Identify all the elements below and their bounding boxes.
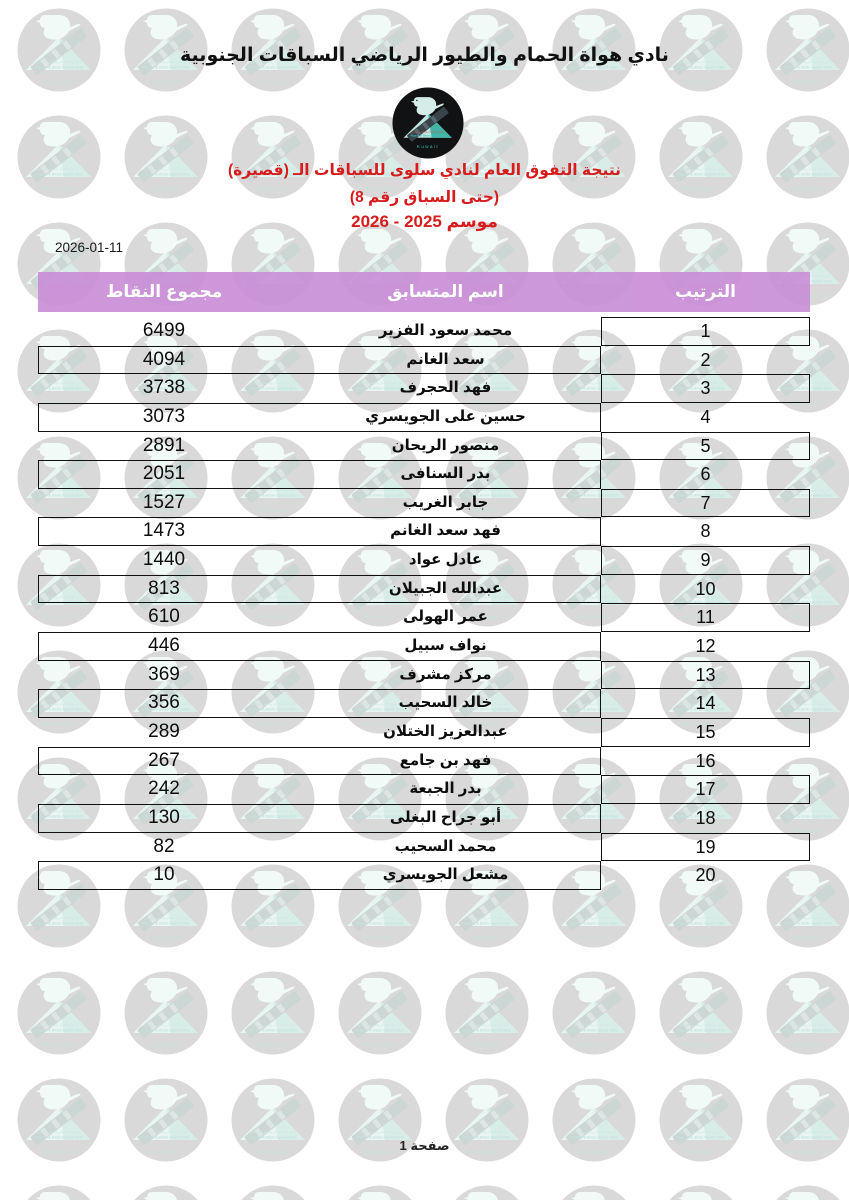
logo-club-name-ar: نادي هواة الحمام والطيور الرياضي — [411, 130, 445, 134]
rank-cell: 17 — [695, 779, 716, 800]
table-row — [38, 632, 810, 661]
name-cell: حسين على الجويسري — [365, 407, 526, 425]
table-row — [38, 489, 810, 518]
rank-cell: 6 — [700, 464, 711, 485]
result-title: نتيجة التفوق العام لنادي سلوى للسباقات الـ (قصيرة) — [228, 162, 621, 179]
table-row — [38, 804, 810, 833]
result-subtitle: (حتى السباق رقم 8) — [349, 189, 500, 206]
name-cell: فهد الحجرف — [399, 379, 492, 397]
table-row — [38, 833, 810, 862]
points-cell: 2891 — [142, 434, 186, 456]
table-row — [38, 432, 810, 461]
points-cell: 267 — [148, 749, 180, 771]
column-header-points: مجموع النقاط — [105, 282, 223, 301]
rank-cell: 3 — [700, 378, 711, 399]
rank-cell: 8 — [700, 521, 711, 542]
table-row — [38, 747, 810, 776]
name-cell: بدر السنافى — [400, 465, 491, 483]
rank-cell: 16 — [695, 750, 716, 771]
rank-cell: 19 — [695, 836, 716, 857]
points-cell: 242 — [148, 778, 180, 800]
pigeon-eye — [416, 100, 417, 101]
season-label: موسم 2025 - 2026 — [351, 212, 498, 231]
points-cell: 1473 — [142, 520, 186, 542]
rank-cell: 12 — [695, 636, 716, 657]
table-row — [38, 460, 810, 489]
rank-cell: 5 — [700, 435, 711, 456]
points-cell: 4094 — [142, 348, 186, 370]
table-row — [38, 575, 810, 604]
name-cell: فهد سعد الغانم — [390, 522, 501, 540]
rank-cell: 13 — [695, 664, 716, 685]
table-row — [38, 346, 810, 375]
page-number: صفحة 1 — [399, 1138, 450, 1153]
points-cell: 1440 — [142, 549, 186, 571]
table-row — [38, 603, 810, 632]
table-row — [38, 689, 810, 718]
points-cell: 130 — [148, 806, 180, 828]
name-cell: محمد سعود الفزير — [378, 322, 513, 339]
column-header-rank: الترتيب — [674, 282, 737, 301]
logo-club-name-en: Pigeon & Birds Sports Club — [410, 134, 446, 138]
logo-country-label: Kuwait — [416, 144, 440, 150]
name-cell: عبدالله الجبيلان — [388, 579, 503, 597]
name-cell: جابر الغريب — [402, 493, 489, 511]
report-date: 2026-01-11 — [55, 240, 124, 255]
points-cell: 3073 — [142, 405, 186, 427]
table-row — [38, 517, 810, 546]
name-cell: بدر الجبعة — [409, 780, 482, 798]
name-cell: عمر الهولى — [403, 608, 488, 626]
points-cell: 3738 — [142, 377, 186, 399]
points-cell: 610 — [148, 606, 180, 628]
points-cell: 356 — [148, 692, 180, 714]
name-cell: مركز مشرف — [399, 665, 492, 683]
points-cell: 289 — [148, 720, 180, 742]
table-row — [38, 861, 810, 890]
points-cell: 813 — [148, 577, 180, 599]
column-header-name: اسم المتسابق — [387, 282, 504, 301]
rank-cell: 11 — [696, 607, 715, 628]
name-cell: منصور الريحان — [391, 436, 500, 454]
results-table — [38, 272, 810, 890]
rank-cell: 9 — [700, 550, 711, 571]
page-title: نادي هواة الحمام والطيور الرياضي السباقات الجنوبية — [180, 45, 669, 66]
name-cell: محمد السحيب — [394, 837, 497, 855]
name-cell: سعد الغانم — [406, 350, 485, 368]
rank-cell: 15 — [695, 721, 716, 742]
table-row — [38, 661, 810, 690]
rank-cell: 4 — [700, 406, 711, 427]
points-cell: 82 — [153, 835, 175, 857]
points-cell: 1527 — [142, 491, 186, 513]
table-row — [38, 775, 810, 804]
name-cell: عبدالعزيز الختلان — [383, 722, 508, 740]
table-row — [38, 546, 810, 575]
rank-cell: 2 — [700, 349, 711, 370]
name-cell: مشعل الجويسري — [382, 866, 509, 884]
points-cell: 10 — [153, 864, 175, 886]
name-cell: عادل عواد — [408, 551, 483, 569]
table-row — [38, 374, 810, 403]
table-row — [38, 403, 810, 432]
rank-cell: 14 — [695, 693, 716, 714]
points-cell: 369 — [148, 663, 180, 685]
rank-cell: 10 — [695, 578, 716, 599]
name-cell: أبو جراح البغلى — [389, 808, 502, 826]
points-cell: 2051 — [142, 463, 186, 485]
name-cell: فهد بن جامع — [399, 751, 492, 769]
table-header-row — [38, 272, 810, 312]
table-body — [38, 317, 810, 890]
points-cell: 6499 — [142, 320, 186, 341]
club-logo — [391, 86, 465, 160]
points-cell: 446 — [148, 635, 180, 657]
rank-cell: 20 — [695, 865, 716, 886]
rank-cell: 18 — [695, 807, 716, 828]
name-cell: نواف سبيل — [404, 637, 487, 655]
table-row — [38, 317, 810, 346]
rank-cell: 1 — [700, 321, 711, 341]
name-cell: خالد السحيب — [398, 694, 493, 712]
rank-cell: 7 — [700, 492, 711, 513]
table-row — [38, 718, 810, 747]
